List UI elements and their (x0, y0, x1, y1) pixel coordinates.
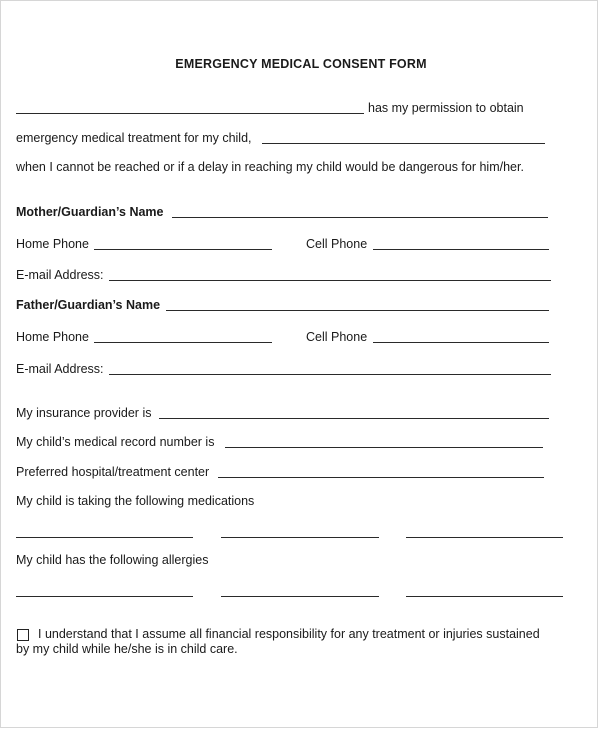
medication-field-3[interactable] (406, 537, 563, 538)
treatment-text: emergency medical treatment for my child, (16, 131, 252, 145)
hospital-label: Preferred hospital/treatment center (16, 465, 210, 479)
hospital-field[interactable] (218, 477, 544, 478)
allergy-field-3[interactable] (406, 596, 563, 597)
record-number-field[interactable] (225, 447, 543, 448)
father-name-field[interactable] (166, 310, 549, 311)
allergies-label: My child has the following allergies (16, 553, 209, 567)
father-email-field[interactable] (109, 374, 551, 375)
record-number-label: My child’s medical record number is (16, 435, 215, 449)
medication-field-1[interactable] (16, 537, 193, 538)
father-cell-phone-label: Cell Phone (306, 330, 368, 344)
acknowledgement-checkbox[interactable] (17, 629, 29, 641)
mother-name-field[interactable] (172, 217, 548, 218)
mother-home-phone-label: Home Phone (16, 237, 89, 251)
father-cell-phone-field[interactable] (373, 342, 549, 343)
form-title: EMERGENCY MEDICAL CONSENT FORM (175, 57, 427, 71)
mother-name-label: Mother/Guardian’s Name (16, 205, 164, 219)
mother-cell-phone-label: Cell Phone (306, 237, 368, 251)
allergy-field-1[interactable] (16, 596, 193, 597)
acknowledgement-line-2: by my child while he/she is in child care. (16, 642, 238, 656)
father-email-label: E-mail Address: (16, 362, 104, 376)
father-home-phone-label: Home Phone (16, 330, 89, 344)
child-name-field[interactable] (262, 143, 545, 144)
mother-cell-phone-field[interactable] (373, 249, 549, 250)
insurance-label: My insurance provider is (16, 406, 152, 420)
medications-label: My child is taking the following medications (16, 494, 255, 508)
insurance-field[interactable] (159, 418, 549, 419)
mother-email-label: E-mail Address: (16, 268, 104, 282)
acknowledgement-line-1: I understand that I assume all financial responsibility for any treatment or injuries sustained (38, 627, 540, 641)
medication-field-2[interactable] (221, 537, 379, 538)
authorized-person-field[interactable] (16, 113, 364, 114)
mother-email-field[interactable] (109, 280, 551, 281)
delay-text: when I cannot be reached or if a delay in reaching my child would be dangerous for him/her. (16, 160, 524, 174)
father-name-label: Father/Guardian’s Name (16, 298, 161, 312)
father-home-phone-field[interactable] (94, 342, 272, 343)
permission-text: has my permission to obtain (368, 101, 524, 115)
allergy-field-2[interactable] (221, 596, 379, 597)
mother-home-phone-field[interactable] (94, 249, 272, 250)
